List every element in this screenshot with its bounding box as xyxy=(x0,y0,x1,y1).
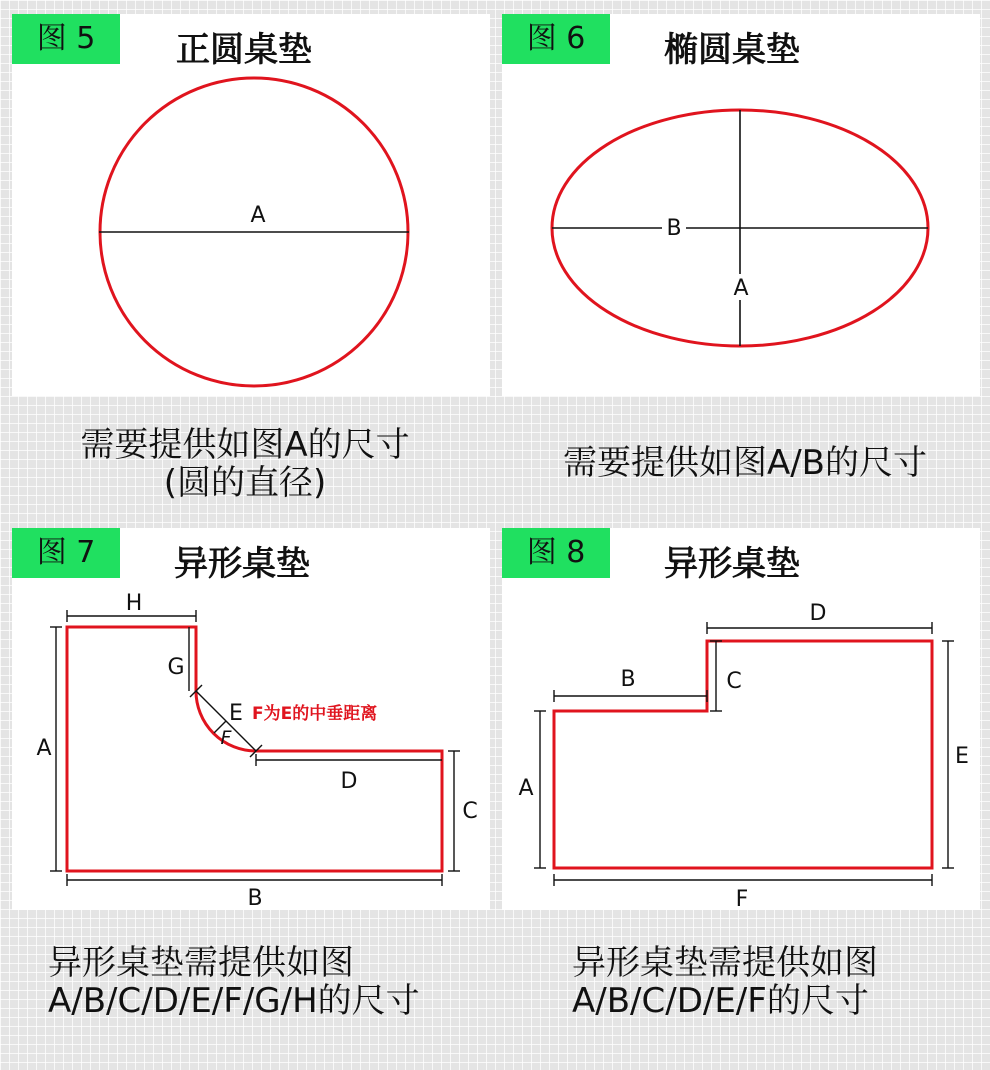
fig7-caption-line2: A/B/C/D/E/F/G/H的尺寸 xyxy=(48,981,420,1021)
fig6-label-a: A xyxy=(733,276,749,301)
fig6-title: 椭圆桌垫 xyxy=(664,30,800,70)
fig7-label-d: D xyxy=(340,769,358,794)
fig6-tag: 图 6 xyxy=(502,14,610,64)
fig7-note: F为E的中垂距离 xyxy=(252,704,378,724)
fig8-caption xyxy=(572,944,972,1020)
fig5-caption-line2: (圆的直径) xyxy=(163,463,327,503)
fig5-caption xyxy=(20,426,470,502)
fig8-label-e: E xyxy=(955,744,969,769)
fig8-caption-line2: A/B/C/D/E/F的尺寸 xyxy=(572,981,869,1021)
fig6-panel xyxy=(502,14,980,396)
fig8-caption-line1: 异形桌垫需提供如图 xyxy=(572,943,878,983)
fig6-label-b: B xyxy=(666,216,682,241)
fig5-caption-line1: 需要提供如图A的尺寸 xyxy=(80,425,410,465)
fig8-label-f: F xyxy=(735,887,749,910)
fig6-caption xyxy=(520,444,970,482)
fig7-tag: 图 7 xyxy=(12,528,120,578)
fig8-label-d: D xyxy=(809,601,827,626)
fig7-panel xyxy=(12,528,490,910)
fig8-label-b: B xyxy=(620,667,636,692)
fig6-caption-line1: 需要提供如图A/B的尺寸 xyxy=(562,443,928,483)
fig8-tag: 图 8 xyxy=(502,528,610,578)
fig7-caption xyxy=(48,944,488,1020)
fig7-title: 异形桌垫 xyxy=(174,544,310,584)
fig7-label-a: A xyxy=(36,736,52,761)
fig8-label-c: C xyxy=(726,669,742,694)
fig7-label-c: C xyxy=(462,799,478,824)
fig7-label-g: G xyxy=(167,655,185,680)
fig7-label-f: F xyxy=(220,727,232,749)
fig8-label-a: A xyxy=(518,776,534,801)
fig7-caption-line1: 异形桌垫需提供如图 xyxy=(48,943,354,983)
fig7-label-h: H xyxy=(125,591,143,616)
fig5-panel xyxy=(12,14,490,396)
fig7-label-b: B xyxy=(247,886,263,910)
fig8-title: 异形桌垫 xyxy=(664,544,800,584)
fig8-panel xyxy=(502,528,980,910)
fig5-label-a: A xyxy=(250,203,266,228)
fig5-tag: 图 5 xyxy=(12,14,120,64)
fig7-label-e: E xyxy=(229,701,243,726)
fig8-shape-outline xyxy=(554,641,932,868)
fig5-title: 正圆桌垫 xyxy=(176,30,312,70)
